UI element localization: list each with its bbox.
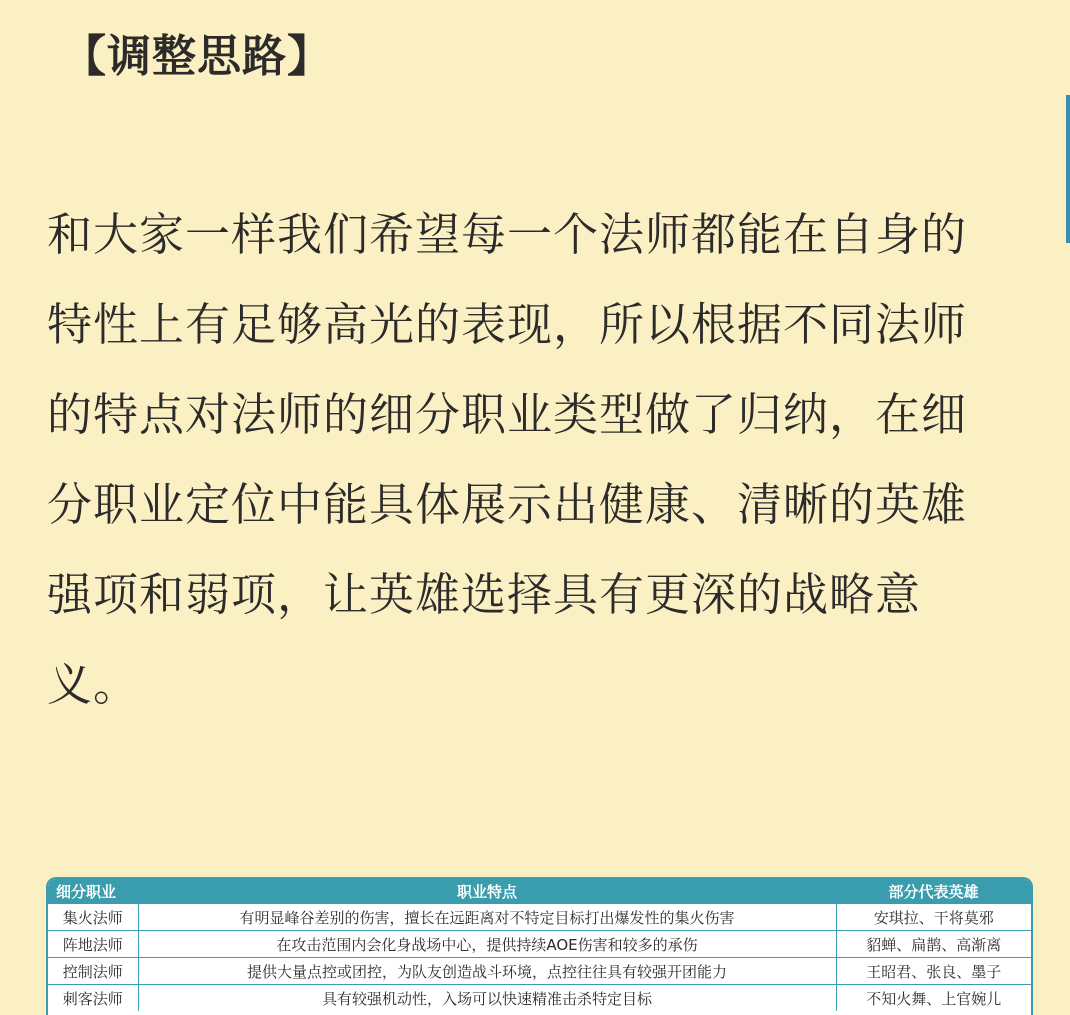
table-row — [48, 958, 1031, 985]
right-edge-strip — [1066, 95, 1070, 243]
cell-heroes: 貂蝉、扁鹊、高渐离 — [836, 931, 1031, 958]
cell-traits: 具有较强机动性，入场可以快速精准击杀特定目标 — [138, 985, 836, 1012]
section-heading: 【调整思路】 — [62, 31, 332, 82]
table-row — [48, 931, 1031, 958]
table-row — [48, 985, 1031, 1012]
cell-traits: 提供大量点控或团控，为队友创造战斗环境，点控往往具有较强开团能力 — [138, 958, 836, 985]
body-paragraph: 和大家一样我们希望每一个法师都能在自身的特性上有足够高光的表现，所以根据不同法师的特点对法师的细分职业类型做了归纳，在细分职业定位中能具体展示出健康、清晰的英雄强项和弱项，让英雄选择具有更深的战略意义。 — [47, 208, 968, 711]
cell-role: 控制法师 — [48, 958, 138, 985]
header-traits: 职业特点 — [138, 879, 836, 904]
cell-role: 集火法师 — [48, 904, 138, 931]
table-header-row — [48, 879, 1031, 904]
header-role: 细分职业 — [48, 879, 138, 904]
cell-traits: 有明显峰谷差别的伤害，擅长在远距离对不特定目标打出爆发性的集火伤害 — [138, 904, 836, 931]
header-heroes: 部分代表英雄 — [836, 879, 1031, 904]
cell-role: 刺客法师 — [48, 985, 138, 1012]
cell-heroes: 不知火舞、上官婉儿 — [836, 985, 1031, 1012]
role-table-grid — [48, 879, 1031, 1011]
cell-traits: 在攻击范围内会化身战场中心，提供持续AOE伤害和较多的承伤 — [138, 931, 836, 958]
table-row — [48, 904, 1031, 931]
role-table — [46, 877, 1033, 1015]
cell-heroes: 王昭君、张良、墨子 — [836, 958, 1031, 985]
cell-heroes: 安琪拉、干将莫邪 — [836, 904, 1031, 931]
cell-role: 阵地法师 — [48, 931, 138, 958]
